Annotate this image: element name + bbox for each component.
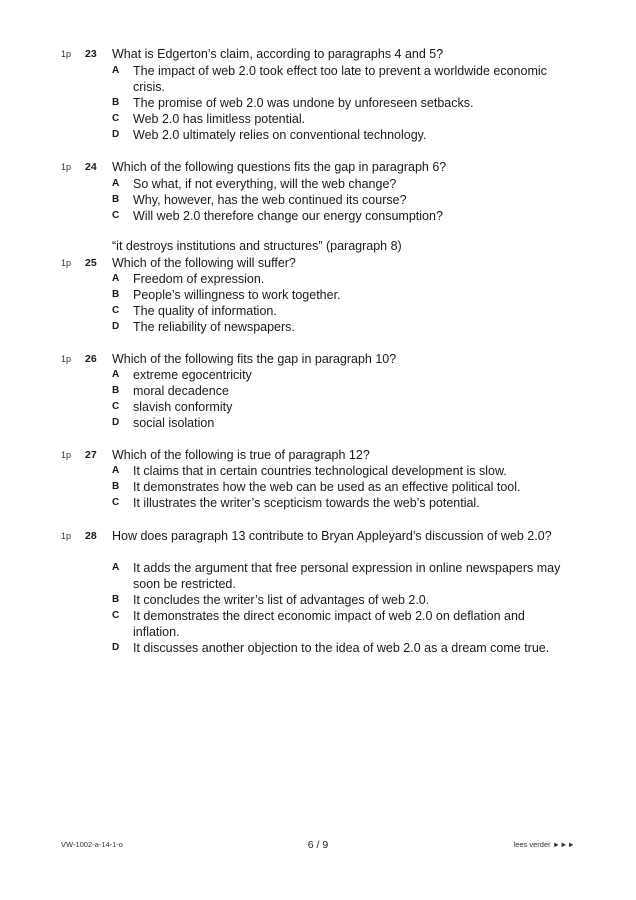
option-a bbox=[112, 63, 562, 95]
option-text: slavish conformity bbox=[133, 400, 233, 414]
option-text: It illustrates the writer’s scepticism towards the web’s potential. bbox=[133, 496, 480, 510]
option-letter: B bbox=[112, 481, 120, 492]
points-label: 1p bbox=[61, 162, 72, 172]
question-stem: Which of the following will suffer? bbox=[112, 256, 296, 270]
option-text: Will web 2.0 therefore change our energy consumption? bbox=[133, 209, 443, 223]
options-list bbox=[112, 367, 562, 431]
option-d bbox=[112, 319, 562, 335]
points-label: 1p bbox=[61, 531, 72, 541]
option-a bbox=[112, 271, 562, 287]
option-a bbox=[112, 176, 562, 192]
option-text: Why, however, has the web continued its course? bbox=[133, 193, 407, 207]
question-stem: How does paragraph 13 contribute to Bryan Appleyard’s discussion of web 2.0? bbox=[112, 529, 552, 543]
option-letter: C bbox=[112, 401, 120, 412]
option-letter: D bbox=[112, 129, 120, 140]
exam-code: VW-1002-a-14-1-o bbox=[61, 840, 123, 849]
option-letter: C bbox=[112, 305, 120, 316]
option-text: People’s willingness to work together. bbox=[133, 288, 341, 302]
option-d bbox=[112, 415, 562, 431]
question-number: 28 bbox=[85, 530, 97, 542]
question-number: 26 bbox=[85, 353, 97, 365]
option-letter: A bbox=[112, 273, 120, 284]
options-list bbox=[112, 63, 562, 143]
option-text: It demonstrates how the web can be used as an effective political tool. bbox=[133, 480, 521, 494]
option-text: The reliability of newspapers. bbox=[133, 320, 295, 334]
question-number: 23 bbox=[85, 48, 97, 60]
option-text: It adds the argument that free personal expression in online newspapers may soon be restricted. bbox=[133, 561, 561, 591]
points-label: 1p bbox=[61, 258, 72, 268]
option-a bbox=[112, 463, 562, 479]
option-letter: D bbox=[112, 642, 120, 653]
question-stem: What is Edgerton’s claim, according to paragraphs 4 and 5? bbox=[112, 47, 444, 61]
option-letter: B bbox=[112, 385, 120, 396]
option-text: social isolation bbox=[133, 416, 215, 430]
option-letter: D bbox=[112, 321, 120, 332]
continue-label: lees verder ►►► bbox=[513, 840, 575, 849]
option-b bbox=[112, 592, 562, 608]
option-letter: A bbox=[112, 178, 120, 189]
option-c bbox=[112, 303, 562, 319]
option-text: It demonstrates the direct economic impact of web 2.0 on deflation and inflation. bbox=[133, 609, 525, 639]
question-stem: Which of the following questions fits the gap in paragraph 6? bbox=[112, 160, 447, 174]
option-letter: C bbox=[112, 610, 120, 621]
option-text: Web 2.0 ultimately relies on conventional technology. bbox=[133, 128, 427, 142]
points-label: 1p bbox=[61, 49, 72, 59]
option-text: Web 2.0 has limitless potential. bbox=[133, 112, 306, 126]
option-a bbox=[112, 367, 562, 383]
option-d bbox=[112, 640, 562, 656]
option-letter: B bbox=[112, 289, 120, 300]
option-letter: A bbox=[112, 65, 120, 76]
question-number: 24 bbox=[85, 161, 97, 173]
option-text: moral decadence bbox=[133, 384, 229, 398]
option-text: It concludes the writer’s list of advantages of web 2.0. bbox=[133, 593, 430, 607]
option-letter: B bbox=[112, 594, 120, 605]
points-label: 1p bbox=[61, 450, 72, 460]
question-number: 27 bbox=[85, 449, 97, 461]
options-list bbox=[112, 463, 562, 511]
option-letter: A bbox=[112, 369, 120, 380]
option-letter: A bbox=[112, 465, 120, 476]
option-text: It discusses another objection to the idea of web 2.0 as a dream come true. bbox=[133, 641, 550, 655]
option-letter: C bbox=[112, 113, 120, 124]
points-label: 1p bbox=[61, 354, 72, 364]
option-letter: B bbox=[112, 97, 120, 108]
option-text: So what, if not everything, will the web change? bbox=[133, 177, 397, 191]
option-text: It claims that in certain countries technological development is slow. bbox=[133, 464, 507, 478]
option-text: The promise of web 2.0 was undone by unforeseen setbacks. bbox=[133, 96, 474, 110]
option-letter: C bbox=[112, 210, 120, 221]
option-letter: B bbox=[112, 194, 120, 205]
option-letter: C bbox=[112, 497, 120, 508]
options-list bbox=[112, 560, 562, 656]
option-text: The quality of information. bbox=[133, 304, 277, 318]
option-text: The impact of web 2.0 took effect too late to prevent a worldwide economic crisis. bbox=[133, 64, 547, 94]
option-text: Freedom of expression. bbox=[133, 272, 265, 286]
question-stem: Which of the following is true of paragraph 12? bbox=[112, 448, 370, 462]
question-number: 25 bbox=[85, 257, 97, 269]
option-c bbox=[112, 208, 562, 224]
option-b bbox=[112, 287, 562, 303]
option-d bbox=[112, 127, 562, 143]
option-b bbox=[112, 479, 562, 495]
option-c bbox=[112, 495, 562, 511]
question-stem: Which of the following fits the gap in paragraph 10? bbox=[112, 352, 397, 366]
option-c bbox=[112, 608, 562, 640]
option-letter: D bbox=[112, 417, 120, 428]
option-letter: A bbox=[112, 562, 120, 573]
options-list bbox=[112, 271, 562, 335]
option-c bbox=[112, 399, 562, 415]
options-list bbox=[112, 176, 562, 224]
option-a bbox=[112, 560, 562, 592]
page-number: 6 / 9 bbox=[307, 839, 329, 851]
option-b bbox=[112, 95, 562, 111]
quote-intro: “it destroys institutions and structures” (paragraph 8) bbox=[112, 239, 402, 253]
page-footer bbox=[0, 838, 636, 852]
option-text: extreme egocentricity bbox=[133, 368, 252, 382]
option-c bbox=[112, 111, 562, 127]
option-b bbox=[112, 192, 562, 208]
option-b bbox=[112, 383, 562, 399]
